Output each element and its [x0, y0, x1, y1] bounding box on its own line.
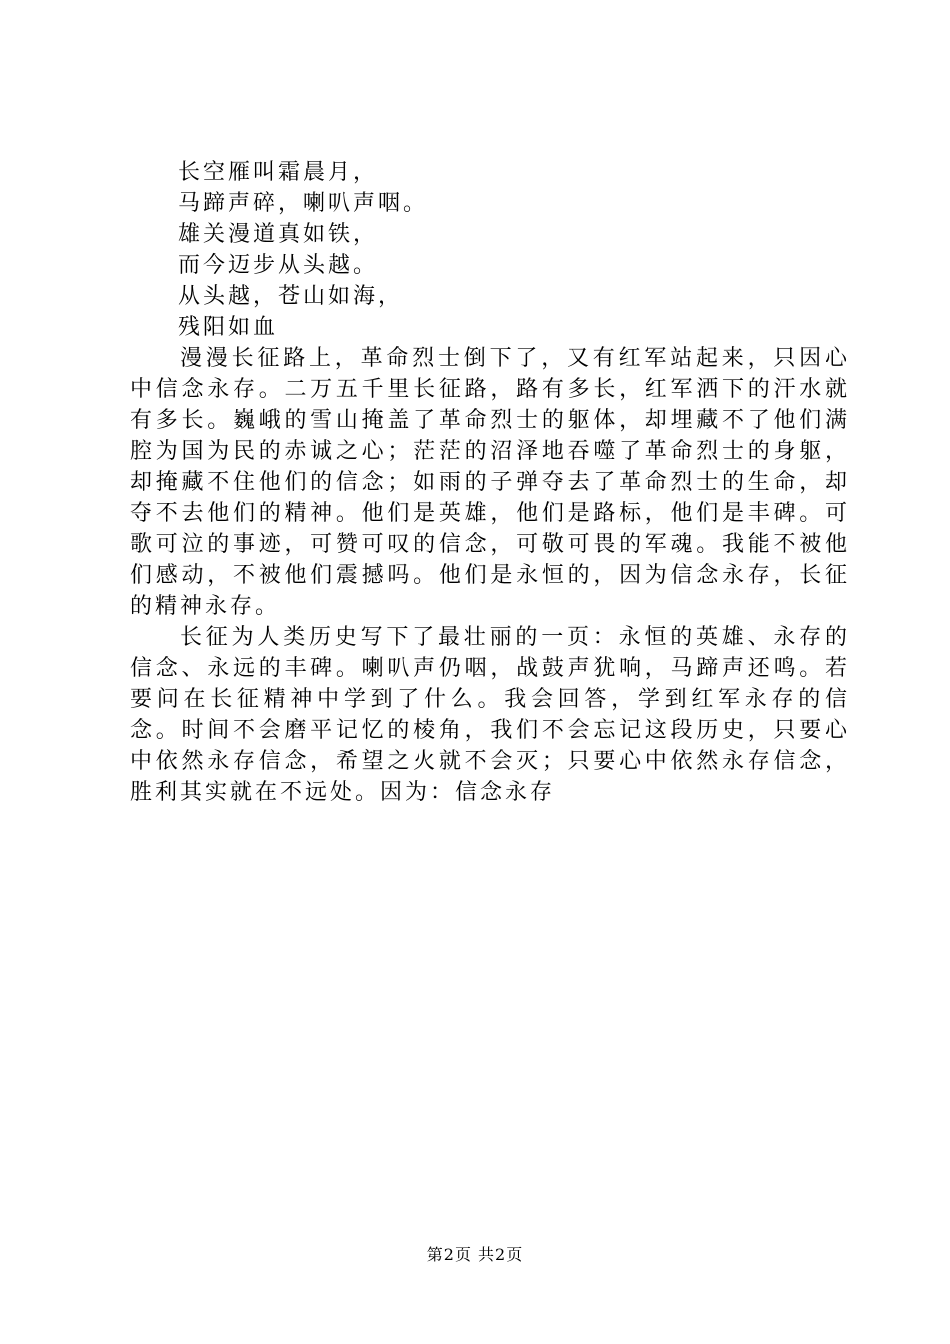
paragraph: 长征为人类历史写下了最壮丽的一页：永恒的英雄、永存的信念、永远的丰碑。喇叭声仍咽，战鼓声犹响，马蹄声还鸣。若要问在长征精神中学到了什么。我会回答，学到红军永存的信念。时间不会磨平记忆的棱角，我们不会忘记这段历史，只要心中依然永存信念，希望之火就不会灭；只要心中依然永存信念，胜利其实就在不远处。因为：信念永存 — [130, 625, 850, 805]
poem-line: 长空雁叫霜晨月， — [178, 160, 379, 185]
poem-line: 马蹄声碎，喇叭声咽。 — [178, 191, 429, 216]
poem-line: 而今迈步从头越。 — [178, 253, 379, 278]
page-footer: 第2页 共2页 — [426, 1245, 524, 1264]
document-body — [130, 157, 850, 808]
poem-line: 从头越，苍山如海， — [178, 284, 404, 309]
paragraph: 漫漫长征路上，革命烈士倒下了，又有红军站起来，只因心中信念永存。二万五千里长征路，路有多长，红军洒下的汗水就有多长。巍峨的雪山掩盖了革命烈士的躯体，却埋藏不了他们满腔为国为民的赤诚之心；茫茫的沼泽地吞噬了革命烈士的身躯，却掩藏不住他们的信念；如雨的子弹夺去了革命烈士的生命，却夺不去他们的精神。他们是英雄，他们是路标，他们是丰碑。可歌可泣的事迹，可赞可叹的信念，可敬可畏的军魂。我能不被他们感动，不被他们震撼吗。他们是永恒的，因为信念永存，长征的精神永存。 — [130, 346, 850, 619]
poem-block — [130, 157, 850, 343]
poem-line: 雄关漫道真如铁， — [178, 222, 379, 247]
poem-line: 残阳如血 — [178, 315, 279, 340]
